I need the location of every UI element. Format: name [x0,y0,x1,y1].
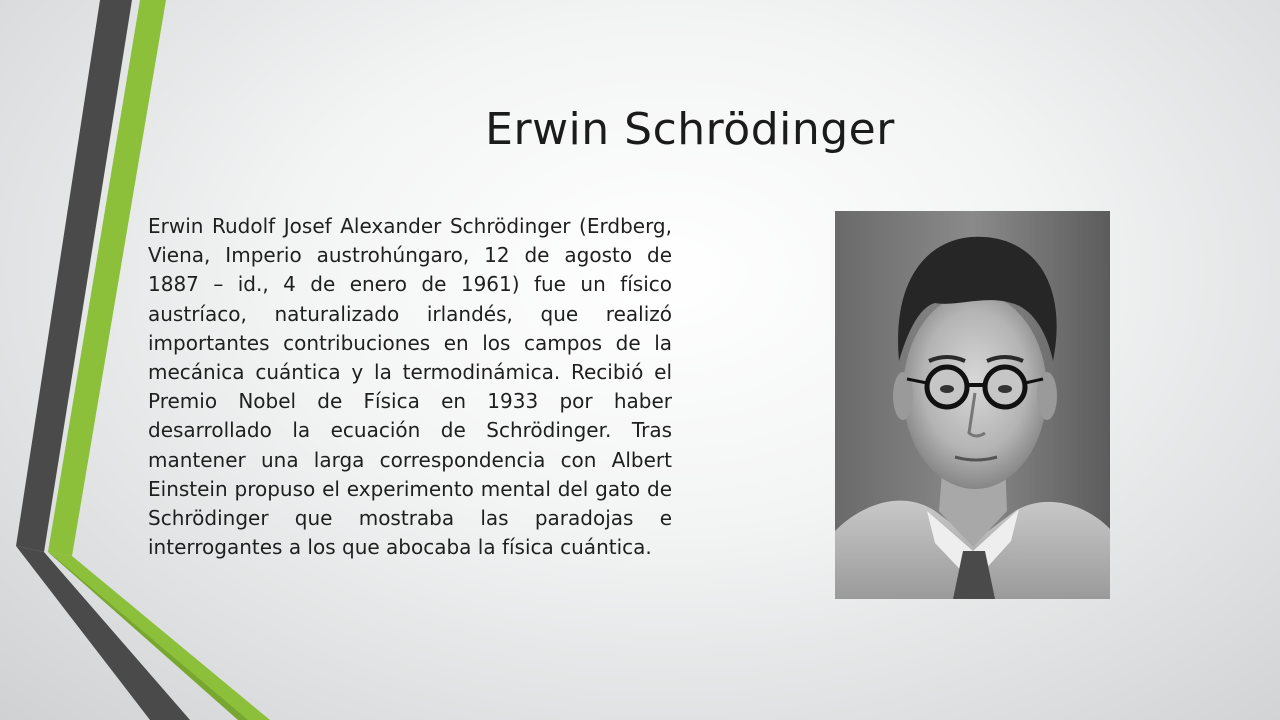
portrait-right-eye [998,385,1012,393]
slide-title: Erwin Schrödinger [485,104,895,155]
portrait-left-eye [940,385,954,393]
portrait-image [835,211,1110,599]
portrait-photo [835,211,1110,599]
bullet-paragraph: Erwin Rudolf Josef Alexander Schrödinger (Erdberg, Viena, Imperio austrohúngaro, 12 de agosto de 1887 – id., 4 de enero de 1961) fue un físico austríaco, naturalizado irlandés, que realizó importantes contribuciones en los campos de la mecánica cuántica y la termodinámica. Recibió el Premio Nobel de Física en 1933 por haber desarrollado la ecuación de Schrödinger. Tras mantener una larga correspondencia con Albert Einstein propuso el experimento mental del gato de Schrödinger que mostraba las paradojas e interrogantes a los que abocaba la física cuántica. [148,214,672,560]
bullet-icon [119,224,127,232]
